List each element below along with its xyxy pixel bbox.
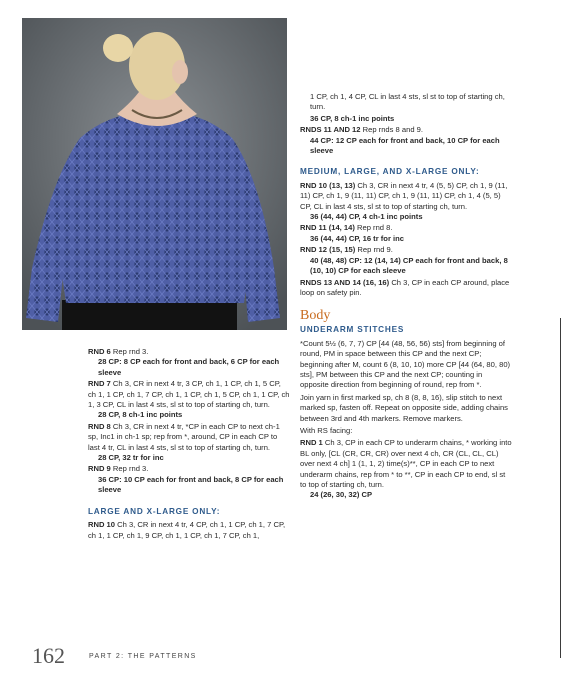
round-result: 36 (44, 44) CP, 16 tr for inc: [310, 233, 404, 243]
round-result: 36 (44, 44) CP, 4 ch-1 inc points: [310, 212, 423, 222]
paragraph: Join yarn in first marked sp, ch 8 (8, 8, 16), slip stitch to next marked sp, fasten off. Repeat on opposite side, adding chains between 3rd and 4th markers. Remove markers.: [300, 392, 508, 423]
model-photo: [22, 18, 287, 330]
pattern-round-entry: [88, 520, 291, 541]
round-text: Rep rnd 8.: [357, 223, 393, 233]
pattern-round-entry: [300, 223, 512, 244]
round-result: 28 CP: 8 CP each for front and back, 6 CP for each sleeve: [98, 357, 280, 377]
round-label: RND 10: [88, 520, 116, 530]
paragraph: *Count 5½ (6, 7, 7) CP [44 (48, 56, 56) sts] from beginning of round, PM in space between this CP and the next CP; beginning after M, count 6 (8, 10, 10) more CP [44 (64, 80, 80) sts], PM between this CP and the next CP; counting in opposite direction from beginning of round, rep from *.: [300, 338, 511, 390]
pattern-round-entry: [88, 464, 291, 495]
continued-text: 1 CP, ch 1, 4 CP, CL in last 4 sts, sl st to top of starting ch, turn.: [310, 92, 505, 112]
right-column: [300, 92, 512, 502]
round-result: 24 (26, 30, 32) CP: [310, 490, 373, 500]
round-text: Rep rnd 3.: [112, 347, 149, 356]
round-label: RNDS 11 AND 12: [300, 125, 361, 135]
round-text: Ch 3, CP in each CP around, place loop on safety pin.: [300, 277, 510, 297]
round-result: 40 (48, 48) CP: 12 (14, 14) CP each for front and back, 8 (10, 10) CP for each sleeve: [310, 255, 508, 276]
margin-rule: [560, 318, 561, 658]
round-label: RND 12 (15, 15): [300, 245, 356, 255]
pattern-round-entry: [300, 278, 512, 299]
round-label: RNDS 13 AND 14 (16, 16): [300, 277, 390, 287]
round-label: RND 7: [88, 379, 111, 389]
size-heading-large: LARGE AND X-LARGE ONLY:: [88, 506, 221, 516]
pattern-round-entry: [88, 379, 291, 421]
page-footer: [32, 643, 197, 669]
pattern-round-entry: [300, 181, 512, 223]
round-text: Rep rnd 3.: [112, 464, 149, 474]
continued-result: 36 CP, 8 ch-1 inc points: [310, 113, 395, 123]
pattern-round-entry: [88, 422, 291, 464]
round-label: RND 6: [88, 347, 111, 356]
paragraph: With RS facing:: [300, 425, 353, 435]
round-text: Rep rnd 9.: [357, 245, 393, 255]
round-label: RND 8: [88, 421, 111, 431]
pattern-round-entry: [88, 347, 291, 378]
round-text: Ch 3, CR in next 4 tr, 4 (5, 5) CP, ch 1, 9 (11, 11) CP, ch 1, 9 (11, 11) CP, ch 1, 9 (11, 11) CP, ch 1, 4 (5, 5) CP, CL in last 4 sts, sl st to top of starting ch, turn.: [300, 180, 508, 211]
page-number: 162: [32, 643, 65, 668]
pattern-round-entry: [300, 438, 512, 500]
round-text: Ch 3, CR in next 4 tr, *CP in each CP to next ch-1 sp, Inc1 in ch-1 sp; rep from *, around, CP in each CP to last 4 tr, CL in last 4 sts, sl st to top of starting ch, turn.: [88, 421, 280, 452]
size-heading-medium: MEDIUM, LARGE, AND X-LARGE ONLY:: [300, 167, 480, 177]
round-result: 44 CP: 12 CP each for front and back, 10 CP for each sleeve: [310, 135, 500, 156]
round-text: Rep rnds 8 and 9.: [362, 125, 423, 135]
section-title-body: Body: [300, 308, 331, 324]
round-result: 28 CP, 32 tr for inc: [98, 453, 164, 463]
round-label: RND 10 (13, 13): [300, 180, 356, 190]
round-label: RND 11 (14, 14): [300, 223, 355, 233]
round-result: 28 CP, 8 ch-1 inc points: [98, 410, 183, 420]
round-label: RND 1: [300, 438, 323, 448]
subheading-underarm: UNDERARM STITCHES: [300, 325, 405, 335]
pattern-round-entry: [300, 245, 512, 276]
round-label: RND 9: [88, 464, 111, 474]
round-text: Ch 3, CR in next 4 tr, 3 CP, ch 1, 1 CP, ch 1, 5 CP, ch 1, 1 CP, ch 1, 7 CP, ch 1, 1 CP, ch 1, 5 CP, ch 1, 1 CP, ch 1, 3 CP, CL in last 4 sts, sl st to top of starting ch, turn.: [88, 379, 290, 410]
part-label: PART 2: THE PATTERNS: [89, 653, 197, 660]
photo-illustration: [22, 18, 287, 330]
round-text: Ch 3, CP in each CP to underarm chains, * working into BL only, [CL (CR, CR, CR) over next 4 ch, CR (CL, CL, CL) over next 4 ch] 1 (1, 1, 2) time(s)**, CP in each CP to next underarm chains, rep from * to **, CP in each CP to end, sl st to top of starting ch, turn.: [300, 438, 512, 489]
left-column: [88, 347, 291, 542]
pattern-round-entry: [300, 125, 512, 156]
round-result: 36 CP: 10 CP each for front and back, 8 CP for each sleeve: [98, 474, 284, 495]
round-text: Ch 3, CR in next 4 tr, 4 CP, ch 1, 1 CP, ch 1, 7 CP, ch 1, 1 CP, ch 1, 9 CP, ch 1, 1 CP, ch 1, 7 CP, ch 1,: [88, 520, 286, 540]
